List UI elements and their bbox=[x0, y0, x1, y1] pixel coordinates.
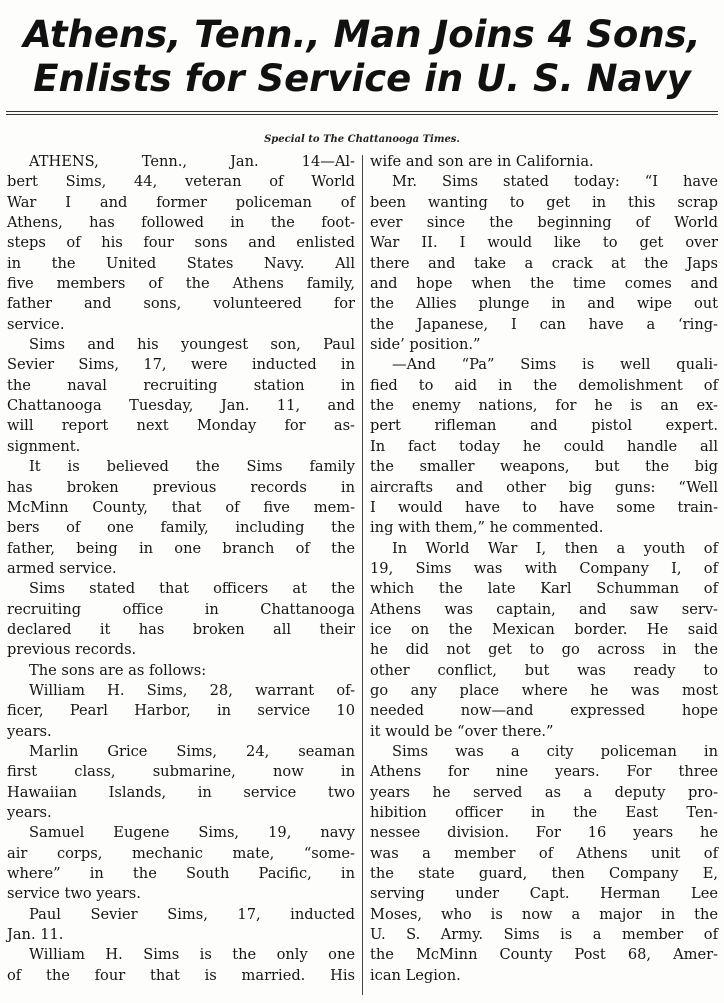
article-line: Hawaiian Islands, in service two bbox=[7, 783, 355, 801]
article-line: wife and son are in California. bbox=[370, 153, 594, 170]
article-line: ever since the beginning of World bbox=[370, 214, 718, 232]
article-line: declared it has broken all their bbox=[7, 620, 355, 638]
article-line: pert rifleman and pistol expert. bbox=[370, 417, 718, 435]
article-line: U. S. Army. Sims is a member of bbox=[370, 926, 718, 944]
headline-line-2: Enlists for Service in U. S. Navy bbox=[33, 57, 691, 100]
article-line: years. bbox=[7, 722, 52, 740]
article-line: Paul Sevier Sims, 17, inducted bbox=[29, 905, 355, 923]
article-line: father, being in one branch of the bbox=[7, 539, 355, 557]
article-line: ATHENS, Tenn., Jan. 14—Al- bbox=[29, 153, 355, 170]
article-line: it would be “over there.” bbox=[370, 722, 554, 740]
article-line: hibition officer in the East Ten- bbox=[370, 804, 718, 821]
article-line: and hope when the time comes and bbox=[370, 275, 718, 293]
article-line: War I and former policeman of bbox=[7, 193, 355, 211]
article-line: he did not get to go across in the bbox=[370, 641, 718, 659]
article-line: the state guard, then Company E, bbox=[370, 865, 718, 883]
article-line: father and sons, volunteered for bbox=[7, 295, 355, 313]
article-line: William H. Sims, 28, warrant of- bbox=[29, 681, 355, 699]
article-line: Samuel Eugene Sims, 19, navy bbox=[29, 824, 355, 842]
article-line: of the four that is married. His bbox=[7, 966, 355, 984]
article-line: Athens was captain, and saw serv- bbox=[370, 600, 718, 618]
article-line: Sevier Sims, 17, were inducted in bbox=[7, 356, 355, 374]
article-line: Athens, has followed in the foot- bbox=[7, 214, 355, 232]
article-line: Jan. 11. bbox=[7, 926, 64, 944]
article-line: Mr. Sims stated today: “I have bbox=[392, 173, 718, 191]
article-line: nessee division. For 16 years he bbox=[370, 824, 718, 842]
article-line: In fact today he could handle all bbox=[370, 437, 718, 455]
article-line: air corps, mechanic mate, “some- bbox=[7, 844, 355, 862]
article-line: previous records. bbox=[7, 641, 137, 659]
article-line: was a member of Athens unit of bbox=[370, 844, 718, 862]
headline-line-1: Athens, Tenn., Man Joins 4 Sons, bbox=[23, 13, 701, 56]
article-line: It is believed the Sims family bbox=[29, 458, 355, 476]
article-line: Moses, who is now a major in the bbox=[370, 905, 718, 923]
article-line: fied to aid in the demolishment of bbox=[370, 376, 718, 394]
article-line: ing with them,” he commented. bbox=[370, 519, 604, 537]
article-line: service. bbox=[7, 315, 65, 333]
article-line: the naval recruiting station in bbox=[7, 376, 355, 394]
byline-credit: Special to The Chattanooga Times. bbox=[264, 134, 460, 145]
article-line: the Allies plunge in and wipe out bbox=[370, 295, 718, 313]
article-line: where” in the South Pacific, in bbox=[7, 865, 355, 883]
article-line: bert Sims, 44, veteran of World bbox=[7, 173, 355, 191]
article-line: there and take a crack at the Japs bbox=[370, 254, 718, 272]
article-line: War II. I would like to get over bbox=[370, 234, 718, 252]
headline-rule-top bbox=[6, 111, 718, 112]
article-line: Sims was a city policeman in bbox=[392, 742, 718, 760]
article-line: armed service. bbox=[7, 559, 117, 577]
article-line: bers of one family, including the bbox=[7, 519, 355, 537]
article-line: ican Legion. bbox=[370, 966, 461, 984]
article-line: The sons are as follows: bbox=[29, 661, 207, 679]
article-line: needed now—and expressed hope bbox=[370, 702, 718, 720]
article-line: will report next Monday for as- bbox=[7, 417, 355, 435]
article-line: in the United States Navy. All bbox=[7, 254, 355, 272]
article-line: serving under Capt. Herman Lee bbox=[370, 885, 718, 903]
article-line: steps of his four sons and enlisted bbox=[7, 234, 355, 252]
article-line: other conflict, but was ready to bbox=[370, 661, 718, 679]
article-line: go any place where he was most bbox=[370, 681, 718, 699]
article-line: William H. Sims is the only one bbox=[29, 946, 355, 964]
article-line: I would have to have some train- bbox=[370, 498, 718, 516]
article-line: years he served as a deputy pro- bbox=[370, 783, 718, 801]
article-line: five members of the Athens family, bbox=[7, 275, 355, 293]
article-line: the smaller weapons, but the big bbox=[370, 458, 718, 476]
headline-rule-bottom bbox=[6, 114, 718, 115]
article-line: McMinn County, that of five mem- bbox=[7, 498, 355, 516]
article-line: Sims and his youngest son, Paul bbox=[29, 336, 355, 354]
article-line: which the late Karl Schumman of bbox=[370, 580, 718, 598]
article-line: service two years. bbox=[7, 885, 141, 903]
article-line: been wanting to get in this scrap bbox=[370, 193, 718, 211]
article-line: signment. bbox=[7, 437, 81, 455]
article-line: ficer, Pearl Harbor, in service 10 bbox=[7, 702, 355, 720]
article-line: first class, submarine, now in bbox=[7, 763, 355, 781]
article-line: recruiting office in Chattanooga bbox=[7, 600, 355, 618]
article-line: —And “Pa” Sims is well quali- bbox=[392, 356, 718, 374]
article-line: the enemy nations, for he is an ex- bbox=[370, 397, 718, 415]
column-left bbox=[7, 152, 355, 986]
article-line: In World War I, then a youth of bbox=[392, 539, 718, 557]
article-line: Athens for nine years. For three bbox=[370, 763, 718, 781]
article-line: has broken previous records in bbox=[7, 478, 355, 496]
article-line: side’ position.” bbox=[370, 336, 481, 354]
article-line: ice on the Mexican border. He said bbox=[370, 620, 718, 638]
column-divider bbox=[362, 155, 363, 995]
article-line: 19, Sims was with Company I, of bbox=[370, 559, 718, 577]
article-line: years. bbox=[7, 804, 52, 821]
article-line: the Japanese, I can have a ‘ring- bbox=[370, 315, 718, 333]
article-line: Chattanooga Tuesday, Jan. 11, and bbox=[7, 397, 355, 415]
article-line: Marlin Grice Sims, 24, seaman bbox=[29, 742, 355, 760]
column-right bbox=[370, 152, 718, 986]
article-line: Sims stated that officers at the bbox=[29, 580, 355, 598]
article-line: aircrafts and other big guns: “Well bbox=[370, 478, 718, 496]
article-line: the McMinn County Post 68, Amer- bbox=[370, 946, 718, 964]
